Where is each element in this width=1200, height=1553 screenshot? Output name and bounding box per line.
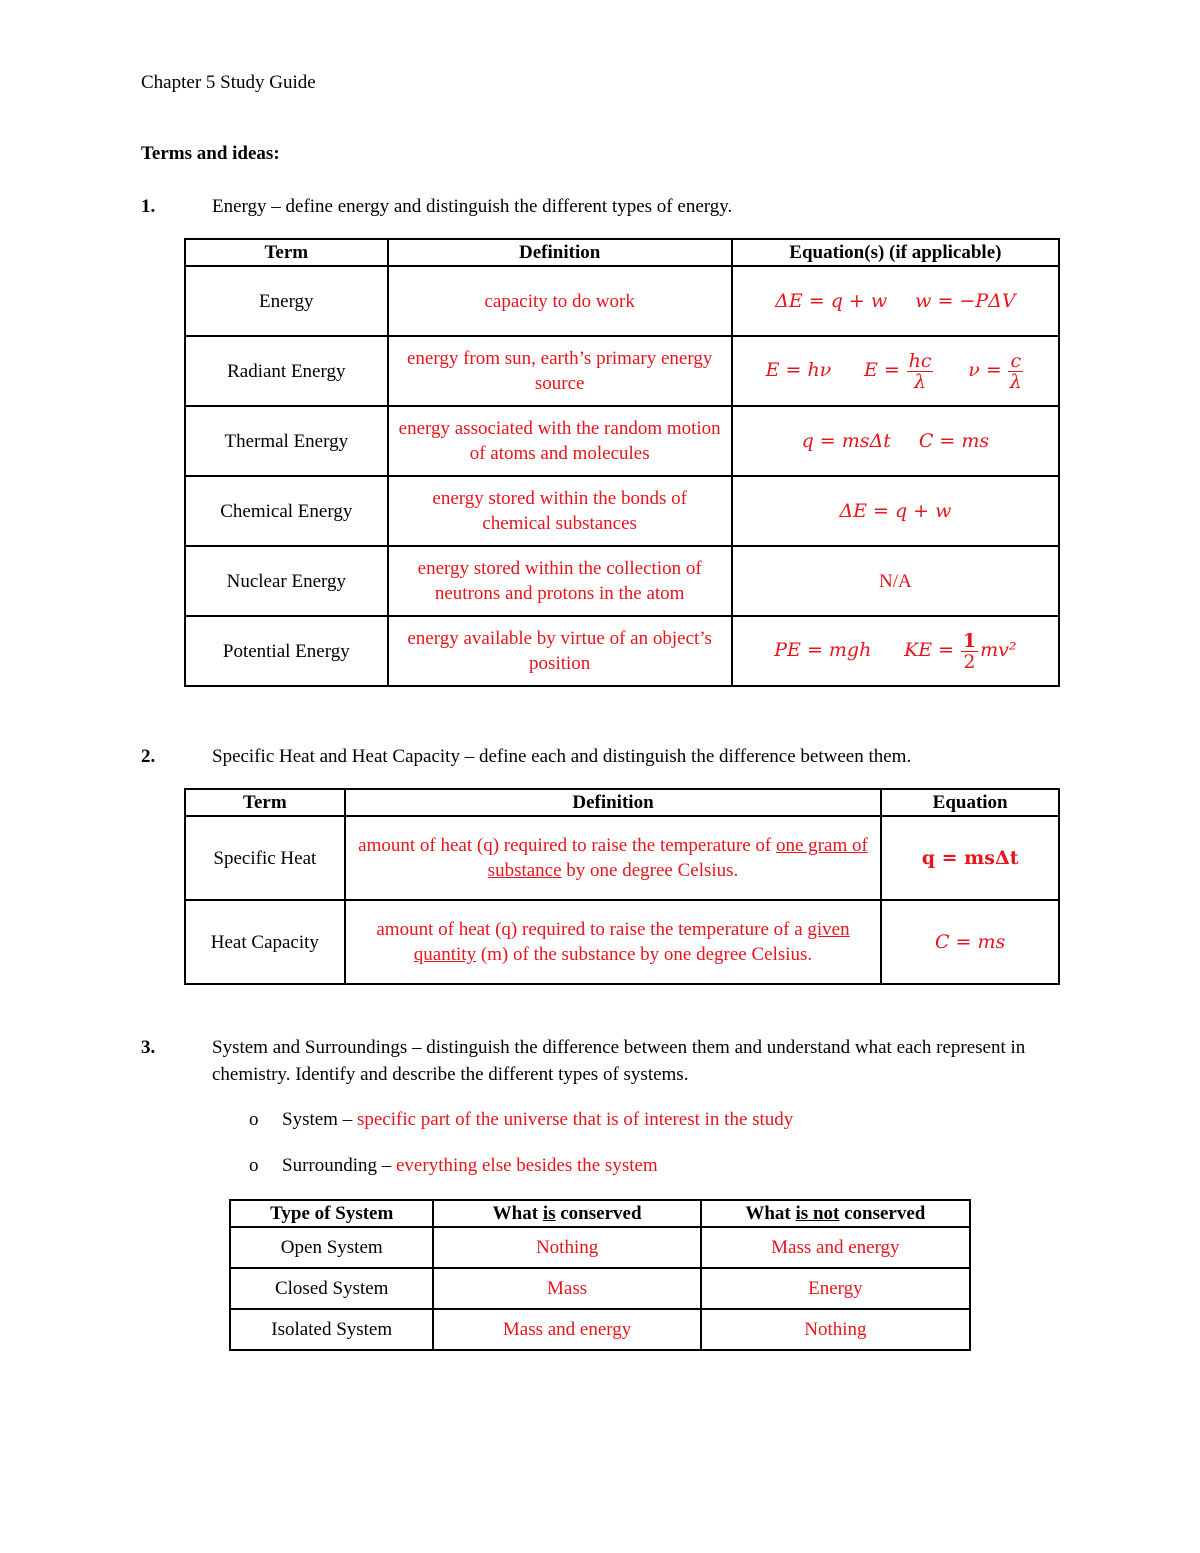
definition-cell: energy stored within the collection of neutrons and protons in the atom	[388, 546, 732, 616]
equation: q = msΔt	[921, 846, 1019, 869]
item-3	[141, 1034, 1041, 1085]
bullet-marker: o	[249, 1155, 259, 1176]
term-cell: Radiant Energy	[185, 336, 388, 406]
not-conserved-cell: Mass and energy	[701, 1227, 970, 1268]
table-row	[185, 900, 1059, 984]
term-cell: Specific Heat	[185, 816, 345, 900]
column-header: What is not conserved	[701, 1200, 970, 1227]
conserved-cell: Mass and energy	[433, 1309, 700, 1350]
table-header-row	[185, 239, 1059, 266]
column-header: Equation(s) (if applicable)	[732, 239, 1059, 266]
column-header: Term	[185, 239, 388, 266]
equation: C = ms	[918, 429, 990, 452]
table-row	[185, 546, 1059, 616]
underlined-phrase: one gram of substance	[487, 835, 868, 881]
fraction: $\frac{c}{\lambda}$	[1009, 349, 1022, 393]
page-header-title: Chapter 5 Study Guide	[141, 72, 316, 93]
equation-lhs: ν =	[968, 358, 1002, 381]
item-number: 1.	[141, 196, 156, 217]
table-header-row	[185, 789, 1059, 816]
equation: E = hν	[765, 358, 832, 381]
column-header: Term	[185, 789, 345, 816]
equation-cell	[732, 616, 1059, 686]
section-heading: Terms and ideas:	[141, 143, 280, 164]
table-row	[185, 266, 1059, 336]
equation-cell	[881, 900, 1059, 984]
definition-cell: energy stored within the bonds of chemical substances	[388, 476, 732, 546]
item-text: Energy – define energy and distinguish the different types of energy.	[212, 196, 733, 217]
bullet-definition: everything else besides the system	[396, 1155, 658, 1176]
equation-cell	[732, 476, 1059, 546]
item-number: 2.	[141, 746, 156, 767]
item-number: 3.	[141, 1037, 156, 1058]
energy-table	[184, 238, 1060, 687]
equation-rhs: mv²	[980, 638, 1017, 661]
heat-table	[184, 788, 1060, 985]
equation: PE = mgh	[774, 638, 872, 661]
term-cell: Potential Energy	[185, 616, 388, 686]
system-type-cell: Open System	[230, 1227, 433, 1268]
item-text: System and Surroundings – distinguish the difference between them and understand what each represent in chemistry. Identify and describe the different types of systems.	[212, 1037, 1026, 1085]
not-conserved-cell: Nothing	[701, 1309, 970, 1350]
not-conserved-cell: Energy	[701, 1268, 970, 1309]
bullet-label: System –	[282, 1109, 357, 1130]
term-cell: Energy	[185, 266, 388, 336]
fraction: $\frac{hc}{\lambda}$	[908, 349, 932, 393]
definition-cell: energy from sun, earth’s primary energy source	[388, 336, 732, 406]
bullet-surrounding	[249, 1155, 658, 1177]
conserved-cell: Mass	[433, 1268, 700, 1309]
column-header: Definition	[388, 239, 732, 266]
definition-cell: amount of heat (q) required to raise the temperature of one gram of substance by one degree Celsius.	[345, 816, 882, 900]
table-row	[185, 816, 1059, 900]
system-type-cell: Isolated System	[230, 1309, 433, 1350]
item-2	[141, 743, 1041, 770]
equation: ΔE = q + w	[839, 499, 952, 522]
column-header: Equation	[881, 789, 1059, 816]
bullet-definition: specific part of the universe that is of interest in the study	[356, 1109, 794, 1130]
definition-cell: amount of heat (q) required to raise the temperature of a given quantity (m) of the substance by one degree Celsius.	[345, 900, 882, 984]
equation: ΔE = q + w	[775, 289, 888, 312]
system-type-cell: Closed System	[230, 1268, 433, 1309]
equation-cell	[732, 336, 1059, 406]
table-row	[185, 616, 1059, 686]
equation: q = msΔt	[801, 429, 891, 452]
table-row	[230, 1309, 970, 1350]
equation-cell	[732, 266, 1059, 336]
conserved-cell: Nothing	[433, 1227, 700, 1268]
equation-lhs: E =	[863, 358, 900, 381]
equation-cell	[732, 406, 1059, 476]
column-header: What is conserved	[433, 1200, 700, 1227]
term-cell: Thermal Energy	[185, 406, 388, 476]
underlined-phrase: given quantity	[413, 919, 850, 965]
column-header: Definition	[345, 789, 882, 816]
definition-cell: energy available by virtue of an object’s position	[388, 616, 732, 686]
definition-cell: energy associated with the random motion of atoms and molecules	[388, 406, 732, 476]
term-cell: Chemical Energy	[185, 476, 388, 546]
column-header: Type of System	[230, 1200, 433, 1227]
term-cell: Nuclear Energy	[185, 546, 388, 616]
equation-cell: N/A	[732, 546, 1059, 616]
table-row	[185, 336, 1059, 406]
table-row	[185, 406, 1059, 476]
systems-table	[229, 1199, 971, 1351]
term-cell: Heat Capacity	[185, 900, 345, 984]
bullet-system	[249, 1109, 793, 1131]
bullet-marker: o	[249, 1109, 259, 1130]
bullet-label: Surrounding –	[282, 1155, 396, 1176]
equation: w = −PΔV	[915, 289, 1016, 312]
item-text: Specific Heat and Heat Capacity – define each and distinguish the difference between them.	[212, 746, 912, 767]
equation-lhs: KE =	[904, 638, 955, 661]
table-header-row	[230, 1200, 970, 1227]
item-1	[141, 193, 1041, 220]
definition-cell: capacity to do work	[388, 266, 732, 336]
equation-cell	[881, 816, 1059, 900]
table-row	[230, 1268, 970, 1309]
table-row	[185, 476, 1059, 546]
fraction: $\frac{1}{2}$	[962, 629, 977, 673]
table-row	[230, 1227, 970, 1268]
equation: C = ms	[934, 930, 1006, 953]
